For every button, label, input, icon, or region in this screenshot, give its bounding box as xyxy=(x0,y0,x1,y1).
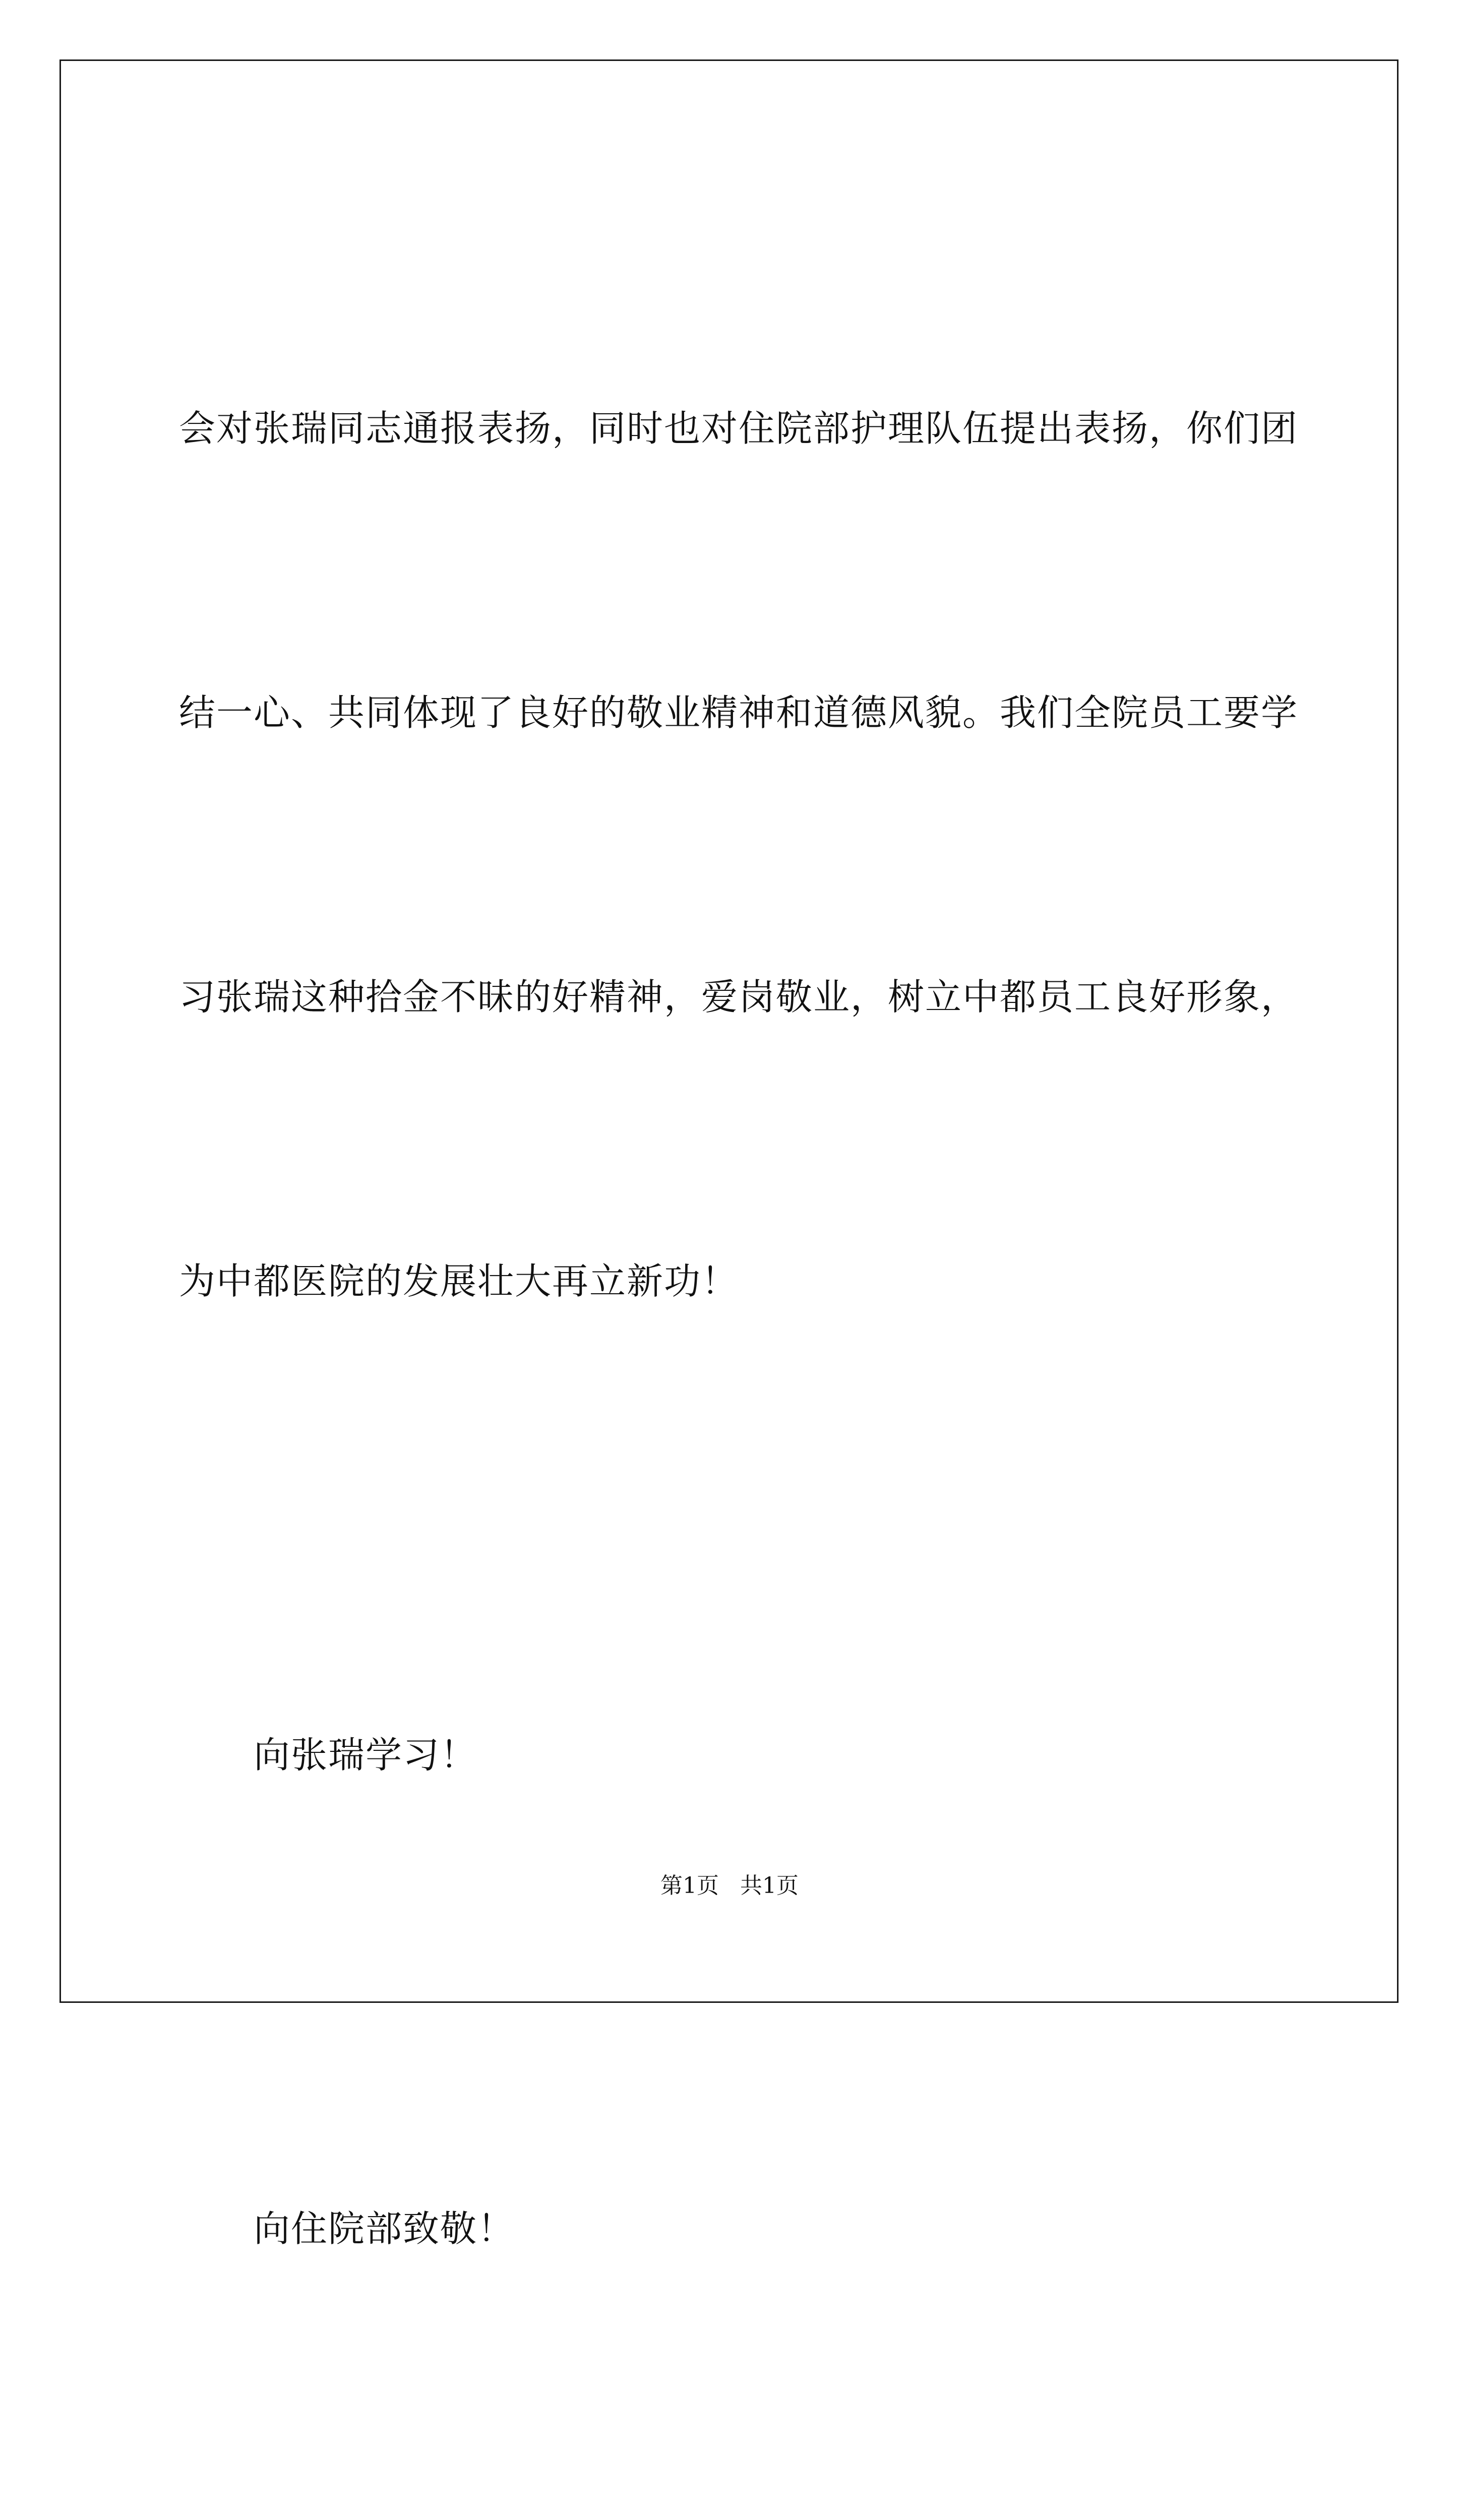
text-line: 向张瑞学习！ xyxy=(254,1734,478,1776)
page-total: 共1页 xyxy=(740,1873,799,1899)
paragraph-slogan-1 xyxy=(179,1518,1288,1992)
text-line: 会对张瑞同志通报表扬，同时也对住院部护理队伍提出表扬，你们团 xyxy=(179,407,1299,450)
paragraph-slogan-2 xyxy=(179,1992,1288,2466)
page-number: 第1页 xyxy=(660,1873,719,1899)
text-line: 为中都医院的发展壮大再立新功！ xyxy=(179,1260,739,1302)
paragraph-signature-office xyxy=(179,2466,1288,2520)
text-line: 向住院部致敬！ xyxy=(254,2208,515,2250)
document-body xyxy=(179,192,1299,2520)
text-line: 结一心、共同体现了良好的敬业精神和道德风貌。我们全院员工要学 xyxy=(179,691,1299,734)
page-footer xyxy=(0,1871,1459,1901)
text-line: 习张瑞这种拾金不昧的好精神，爱岗敬业，树立中都员工良好形象， xyxy=(179,976,1299,1018)
paragraph-commendation-body xyxy=(179,192,1299,1518)
